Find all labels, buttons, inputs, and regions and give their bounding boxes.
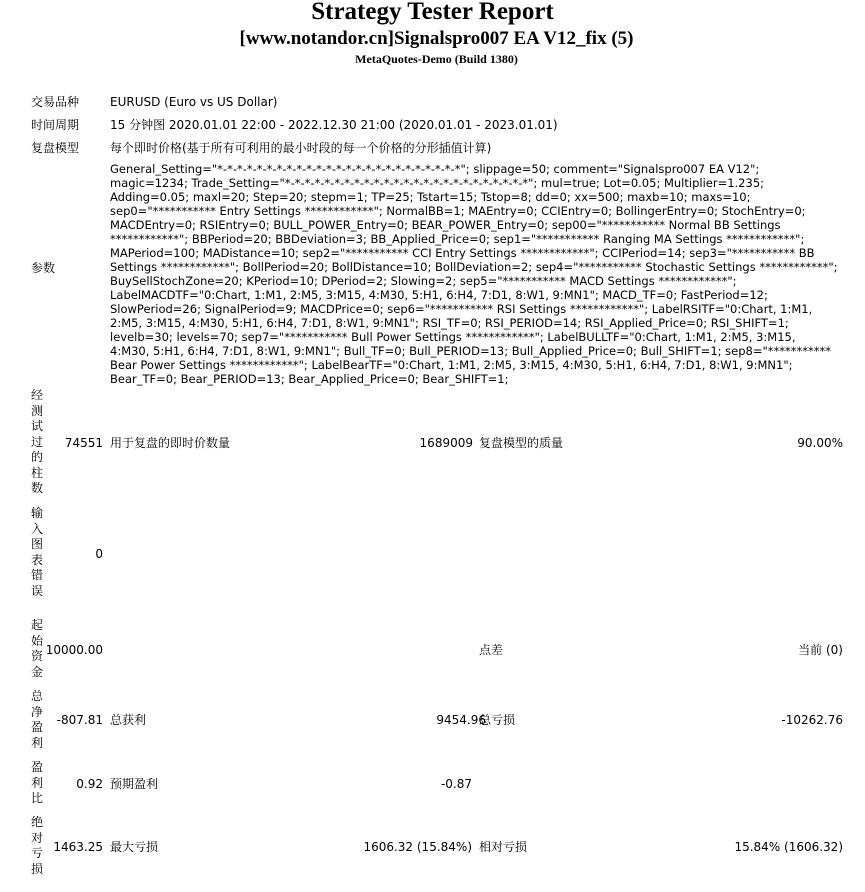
grossprofit-label: 总获利 bbox=[110, 713, 147, 727]
params-label: 参数 bbox=[31, 261, 56, 275]
symbol-label: 交易品种 bbox=[31, 95, 80, 109]
quality-label: 复盘模型的质量 bbox=[479, 436, 564, 450]
grossloss-value: -10262.76 bbox=[781, 713, 843, 727]
model-value: 每个即时价格(基于所有可利用的最小时段的每一个价格的分形插值计算) bbox=[110, 141, 492, 155]
pf-label: 盈利比 bbox=[30, 760, 43, 805]
errors-value: 0 bbox=[95, 547, 103, 561]
netprofit-label: 总净盈利 bbox=[30, 689, 43, 750]
period-label: 时间周期 bbox=[31, 118, 80, 132]
model-label: 复盘模型 bbox=[31, 141, 80, 155]
period-value: 15 分钟图 2020.01.01 22:00 - 2022.12.30 21:00 (2020.01.01 - 2023.01.01) bbox=[110, 118, 558, 132]
deposit-value: 10000.00 bbox=[45, 643, 103, 657]
payoff-label: 预期盈利 bbox=[110, 777, 159, 791]
deposit-label: 起始资金 bbox=[30, 618, 43, 679]
grossprofit-value: 9454.96 bbox=[436, 713, 486, 727]
reldd-value: 15.84% (1606.32) bbox=[734, 840, 843, 854]
bars-label: 经测试过的柱数 bbox=[30, 388, 43, 495]
netprofit-value: -807.81 bbox=[56, 713, 103, 727]
params-value: General_Setting="*-*-*-*-*-*-*-*-*-*-*-*-*-*-*-*-*-*-*-*-*-*-*-*-*"; slippage=50; comment="Signalspro007 EA V12"; magic=1234; Trade_Setting="*-*-*-*-*-*-*-*-*-*-*-*-*-*-*-*-*-*-*-*-*-*-*-*-*"; mul=true; Lot=0.05; Multiplier=1.235; Adding=0.05; maxl=20; Step=20; stepm=1; TP=25; Tstart=15; Tstop=8; dd=0; xx=500; maxb=10; maxs=10; sep0="*********** Entry Settings ************"; NormalBB=1; MAEntry=0; CCIEntry=0; BollingerEntry=0; StochEntry=0; MACDEntry=0; RSIEntry=0; BULL_POWER_Entry=0; BEAR_POWER_Entry=0; sep00="*********** Normal BB Settings ************"; BBPeriod=20; BBDeviation=3; BB_Applied_Price=0; sep1="*********** Ranging MA Settings ************"; MAPeriod=100; MADistance=10; sep2="*********** CCI Entry Settings ************"; CCIPeriod=14; sep3="*********** BB Settings ************"; BollPeriod=20; BollDistance=10; BollDeviation=2; sep4="*********** Stochastic Settings ************"; BuySellStochZone=20; KPeriod=10; DPeriod=2; Slowing=2; sep5="*********** MACD Settings ************"; LabelMACDTF="0:Chart, 1:M1, 2:M5, 3:M15, 4:M30, 5:H1, 6:H4, 7:D1, 8:W1, 9:MN1"; MACD_TF=0; FastPeriod=12; SlowPeriod=26; SignalPeriod=9; MACDPrice=0; sep6="*********** RSI Settings ************"; LabelRSITF="0:Chart, 1:M1, 2:M5, 3:M15, 4:M30, 5:H1, 6:H4, 7:D1, 8:W1, 9:MN1"; RSI_TF=0; RSI_PERIOD=14; RSI_Applied_Price=0; RSI_SHIFT=1; levelb=30; levels=70; sep7="*********** Bull Power Settings ************"; LabelBULLTF="0:Chart, 1:M1, 2:M5, 3:M15, 4:M30, 5:H1, 6:H4, 7:D1, 8:W1, 9:MN1"; Bull_TF=0; Bull_PERIOD=13; Bull_Applied_Price=0; Bull_SHIFT=1; sep8="*********** Bear Power Settings ************"; LabelBearTF="0:Chart, 1:M1, 2:M5, 3:M15, 4:M30, 5:H1, 6:H4, 7:D1, 8:W1, 9:MN1"; Bear_TF=0; Bear_PERIOD=13; Bear_Applied_Price=0; Bear_SHIFT=1; bbox=[110, 162, 838, 386]
ticks-value: 1689009 bbox=[419, 436, 473, 450]
reldd-label: 相对亏损 bbox=[479, 840, 528, 854]
bars-value: 74551 bbox=[64, 436, 103, 450]
spread-value: 当前 (0) bbox=[798, 643, 843, 657]
quality-value: 90.00% bbox=[797, 436, 843, 450]
absdd-value: 1463.25 bbox=[53, 840, 103, 854]
symbol-value: EURUSD (Euro vs US Dollar) bbox=[110, 95, 278, 109]
absdd-label: 绝对亏损 bbox=[30, 815, 43, 876]
report-subtitle: [www.notandor.cn]Signalspro007 EA V12_fix (5) bbox=[239, 28, 634, 49]
payoff-value: -0.87 bbox=[440, 777, 472, 791]
report-title: Strategy Tester Report bbox=[311, 0, 554, 25]
pf-value: 0.92 bbox=[76, 777, 103, 791]
grossloss-label: 总亏损 bbox=[479, 713, 516, 727]
maxdd-label: 最大亏损 bbox=[110, 840, 159, 854]
spread-label: 点差 bbox=[479, 643, 504, 657]
errors-label: 输入图表错误 bbox=[30, 506, 43, 598]
maxdd-value: 1606.32 (15.84%) bbox=[363, 840, 472, 854]
build-info: MetaQuotes-Demo (Build 1380) bbox=[355, 52, 518, 66]
ticks-label: 用于复盘的即时价数量 bbox=[110, 436, 231, 450]
